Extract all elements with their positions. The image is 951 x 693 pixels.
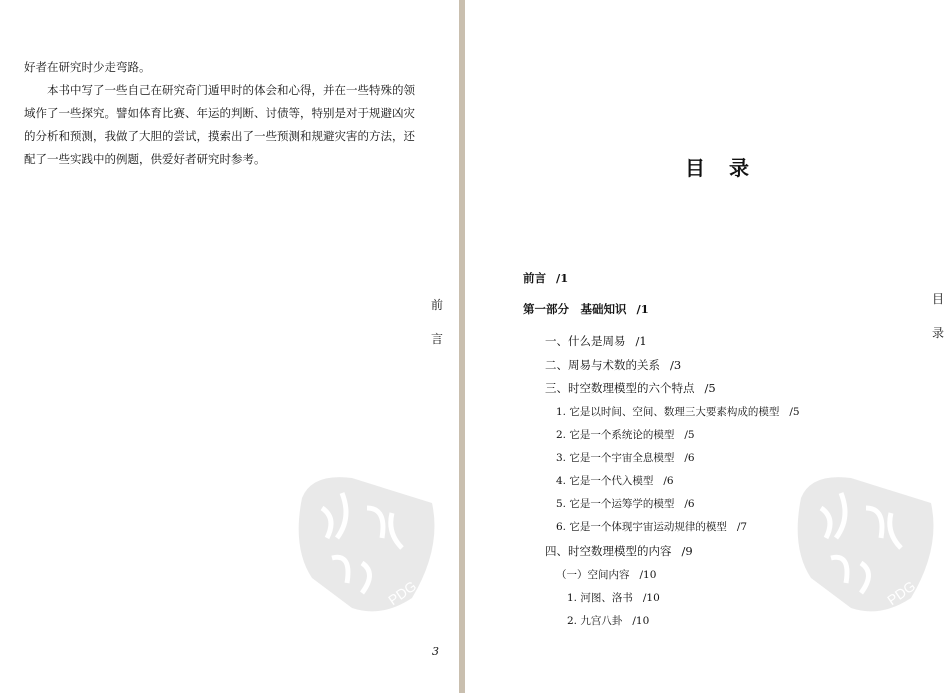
toc-entry-page: /10: [632, 615, 650, 627]
toc-entry[interactable]: [556, 567, 656, 582]
watermark-text: PDG: [884, 577, 919, 609]
toc-entry-text: （一）空间内容: [556, 569, 630, 581]
toc-entry[interactable]: [556, 496, 695, 511]
toc-entry-text: 前言: [523, 271, 546, 285]
paragraph: 好者在研究时少走弯路。: [24, 60, 151, 74]
toc-entry-text: 5. 它是一个运筹学的模型: [556, 498, 675, 510]
toc-entry[interactable]: [567, 613, 649, 628]
toc-entry[interactable]: [556, 519, 747, 534]
toc-entry-text: 二、周易与术数的关系: [545, 358, 660, 372]
toc-entry-page: /3: [670, 358, 682, 372]
toc-title: 目录: [685, 156, 773, 180]
toc-entry-page: /1: [635, 334, 647, 348]
toc-entry-text: 三、时空数理模型的六个特点: [545, 381, 695, 395]
side-label: 言: [431, 332, 444, 346]
toc-entry-page: /9: [681, 544, 693, 558]
toc-entry-page: /1: [636, 302, 649, 316]
toc-entry-page: /6: [684, 498, 695, 510]
toc-entry-page: /5: [684, 429, 695, 441]
toc-entry-page: /5: [789, 406, 800, 418]
toc-entry-text: 3. 它是一个宇宙全息模型: [556, 452, 675, 464]
toc-entry-page: /1: [556, 271, 569, 285]
toc-entry[interactable]: [545, 543, 693, 559]
watermark-text: PDG: [385, 577, 420, 609]
toc-entry-text: 第一部分 基础知识: [523, 302, 627, 316]
toc-entry[interactable]: [556, 450, 695, 465]
toc-entry-page: /10: [642, 592, 660, 604]
toc-entry[interactable]: [545, 380, 716, 396]
toc-entry-text: 2. 九宫八卦: [567, 615, 623, 627]
side-label: 目: [932, 292, 945, 306]
toc-entry[interactable]: [567, 590, 660, 605]
toc-entry[interactable]: [556, 427, 695, 442]
watermark-seal: [791, 468, 941, 618]
toc-entry-page: /7: [736, 521, 748, 533]
page-number: 3: [432, 645, 439, 658]
toc-entry-text: 1. 它是以时间、空间、数理三大要素构成的模型: [556, 406, 780, 418]
toc-entry-page: /6: [663, 475, 674, 487]
right-page: [465, 0, 951, 693]
left-page: [0, 0, 459, 693]
side-label: 前: [431, 298, 444, 312]
toc-entry-page: /6: [684, 452, 695, 464]
toc-entry-text: 一、什么是周易: [545, 334, 626, 348]
toc-entry-page: /5: [704, 381, 716, 395]
toc-entry[interactable]: [556, 404, 800, 419]
watermark-seal: [292, 468, 442, 618]
toc-entry[interactable]: [523, 301, 649, 317]
toc-entry-text: 2. 它是一个系统论的模型: [556, 429, 675, 441]
toc-entry-text: 6. 它是一个体现宇宙运动规律的模型: [556, 521, 727, 533]
toc-entry[interactable]: [556, 473, 674, 488]
toc-entry[interactable]: [545, 357, 681, 373]
side-label: 录: [932, 326, 945, 340]
toc-entry-text: 1. 河图、洛书: [567, 592, 633, 604]
toc-entry-page: /10: [639, 569, 657, 581]
paragraph: 本书中写了一些自己在研究奇门遁甲时的体会和心得，并在一些特殊的领域作了一些探究。譬如体育比赛、年运的判断、讨债等，特别是对于规避凶灾的分析和预测，我做了大胆的尝试，摸索出了一些预测和规避灾害的方法，还配了一些实践中的例题，供爱好者研究时参考。: [24, 83, 415, 166]
toc-entry-text: 四、时空数理模型的内容: [545, 544, 672, 558]
toc-entry[interactable]: [545, 333, 647, 349]
toc-entry[interactable]: [523, 270, 568, 286]
toc-entry-text: 4. 它是一个代入模型: [556, 475, 654, 487]
